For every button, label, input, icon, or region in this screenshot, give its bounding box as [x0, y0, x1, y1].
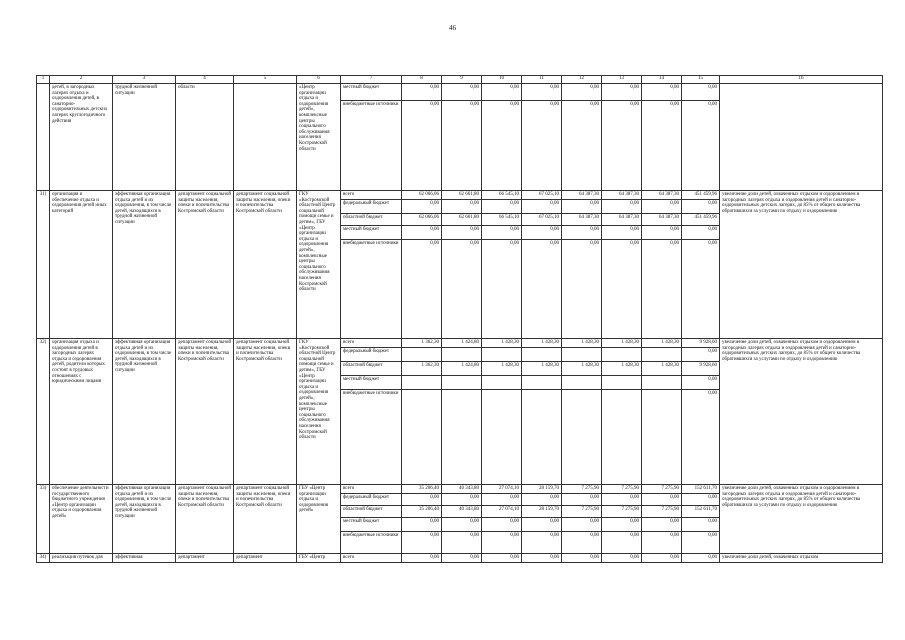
amount-cell: 0,00	[562, 532, 602, 554]
amount-cell: 0,00	[442, 200, 482, 214]
amount-cell: 0,00	[402, 518, 442, 532]
amount-cell: 0,00	[402, 200, 442, 214]
amount-cell	[442, 376, 482, 390]
funding-source: федеральный бюджет	[341, 200, 402, 214]
target-goal: эффективная организация отдыха детей и их оздоровления, в том числе детей, находящихся в трудной жизненной ситуации	[113, 339, 176, 485]
expected-result: увеличение доли детей, охваченных отдыхом и оздоровлением в загородных лагерях отдыха и оздоровления детей и санаторно-оздоровительных детских лагерях, до 85% от общего количества обратившихся за услугами по отдыху и оздоровлению	[720, 191, 883, 339]
amount-cell: 0,00	[642, 200, 682, 214]
amount-cell: 1 428,30	[482, 362, 522, 376]
amount-cell: 28 159,70	[522, 485, 562, 494]
amount-cell: 62 661,80	[442, 191, 482, 200]
amount-cell: 0,00	[442, 554, 482, 563]
amount-cell: 0,00	[402, 240, 442, 339]
amount-cell: 0,00	[482, 101, 522, 191]
table-row	[37, 339, 883, 348]
amount-cell: 0,00	[482, 84, 522, 101]
executor: ГБУ «Центр организации отдыха и оздоровления детей»	[297, 485, 341, 554]
column-header: 12	[562, 76, 602, 84]
amount-cell: 1 362,30	[402, 362, 442, 376]
amount-cell	[522, 390, 562, 485]
amount-cell: 0,00	[402, 554, 442, 563]
activity-name: организация и обеспечение отдыха и оздоровления детей иных категорий	[50, 191, 113, 339]
amount-cell: 35 206,40	[402, 485, 442, 494]
amount-cell: 7 275,90	[642, 506, 682, 518]
amount-cell: 1 428,30	[562, 362, 602, 376]
amount-cell: 0,00	[602, 532, 642, 554]
amount-cell: 0,00	[642, 518, 682, 532]
amount-cell	[482, 376, 522, 390]
total-amount-cell: 0,00	[682, 518, 720, 532]
total-amount-cell: 0,00	[682, 101, 720, 191]
amount-cell	[602, 390, 642, 485]
amount-cell: 0,00	[602, 226, 642, 240]
amount-cell: 0,00	[442, 240, 482, 339]
amount-cell: 0,00	[442, 494, 482, 506]
amount-cell: 0,00	[602, 101, 642, 191]
amount-cell	[642, 376, 682, 390]
amount-cell: 67 025,10	[522, 214, 562, 226]
amount-cell: 0,00	[522, 226, 562, 240]
activity-name: детей, в загородных лагерях отдыха и оздоровления детей, в санаторно-оздоровительных детских лагерях круглогодичного действия	[50, 84, 113, 191]
column-header: 2	[50, 76, 113, 84]
amount-cell	[642, 348, 682, 362]
amount-cell: 0,00	[482, 518, 522, 532]
column-header: 3	[113, 76, 176, 84]
responsible-executor: департамент социальной защиты населения, опеки и попечительства Костромской области	[234, 191, 297, 339]
amount-cell: 0,00	[442, 226, 482, 240]
activity-name: организация отдыха и оздоровления детей в загородных лагерях отдыха и оздоровления детей, родители которых состоят в трудовых отношениях с юридическими лицами	[50, 339, 113, 485]
total-amount-cell: 0,00	[682, 226, 720, 240]
amount-cell: 0,00	[442, 101, 482, 191]
responsible-executor	[234, 84, 297, 191]
amount-cell: 0,00	[562, 101, 602, 191]
amount-cell	[482, 390, 522, 485]
column-header: 13	[602, 76, 642, 84]
amount-cell: 1 428,30	[602, 339, 642, 348]
funding-source: всего	[341, 339, 402, 348]
amount-cell: 64 387,30	[602, 191, 642, 200]
column-header: 16	[720, 76, 883, 84]
column-header-row	[37, 76, 883, 84]
amount-cell: 40 343,80	[442, 485, 482, 494]
amount-cell: 62 066,06	[402, 214, 442, 226]
total-amount-cell: 9 928,60	[682, 362, 720, 376]
funding-source: областной бюджет	[341, 214, 402, 226]
total-amount-cell: 152 611,70	[682, 506, 720, 518]
amount-cell: 0,00	[562, 494, 602, 506]
amount-cell: 0,00	[642, 240, 682, 339]
amount-cell	[522, 376, 562, 390]
total-amount-cell: 9 928,60	[682, 339, 720, 348]
responsible-executor: департамент	[234, 554, 297, 563]
amount-cell: 0,00	[522, 494, 562, 506]
amount-cell	[402, 376, 442, 390]
column-header: 10	[482, 76, 522, 84]
column-header: 1	[37, 76, 50, 84]
activity-name: реализация путевок для	[50, 554, 113, 563]
row-number: 33)	[37, 485, 50, 554]
expected-result: увеличение доли детей, охваченных отдыхом и оздоровлением в загородных лагерях отдыха и оздоровления детей и санаторно-оздоровительных детских лагерях, до 85% от общего количества обратившихся за услугами по отдыху и оздоровлению	[720, 485, 883, 554]
amount-cell: 0,00	[402, 101, 442, 191]
table-row	[37, 191, 883, 200]
amount-cell: 1 428,30	[562, 339, 602, 348]
funding-source: всего	[341, 485, 402, 494]
amount-cell: 0,00	[482, 554, 522, 563]
total-amount-cell: 0,00	[682, 348, 720, 362]
total-amount-cell: 0,00	[682, 84, 720, 101]
total-amount-cell: 0,00	[682, 494, 720, 506]
funding-source: местный бюджет	[341, 84, 402, 101]
amount-cell: 1 362,30	[402, 339, 442, 348]
executor: ГБУ «Центр	[297, 554, 341, 563]
amount-cell: 0,00	[642, 226, 682, 240]
total-amount-cell: 0,00	[682, 390, 720, 485]
amount-cell: 0,00	[522, 200, 562, 214]
amount-cell: 0,00	[562, 518, 602, 532]
amount-cell	[602, 376, 642, 390]
amount-cell: 28 159,70	[522, 506, 562, 518]
table-row	[37, 554, 883, 563]
amount-cell: 0,00	[522, 554, 562, 563]
amount-cell: 64 387,30	[642, 191, 682, 200]
column-header: 4	[176, 76, 234, 84]
column-header: 15	[682, 76, 720, 84]
amount-cell	[442, 348, 482, 362]
amount-cell	[442, 390, 482, 485]
table-body	[37, 84, 883, 563]
amount-cell: 1 424,80	[442, 362, 482, 376]
amount-cell: 1 428,30	[642, 362, 682, 376]
amount-cell: 1 428,30	[482, 339, 522, 348]
total-amount-cell: 0,00	[682, 554, 720, 563]
funding-source: внебюджетные источники	[341, 101, 402, 191]
amount-cell: 0,00	[602, 240, 642, 339]
amount-cell: 0,00	[522, 84, 562, 101]
amount-cell	[562, 390, 602, 485]
funding-source: федеральный бюджет	[341, 494, 402, 506]
responsible-executor: департамент социальной защиты населения, опеки и попечительства Костромской области	[234, 485, 297, 554]
amount-cell: 0,00	[522, 518, 562, 532]
co-executor: департамент	[176, 554, 234, 563]
column-header: 14	[642, 76, 682, 84]
column-header: 8	[402, 76, 442, 84]
target-goal: эффективная организация отдыха детей и их оздоровления, в том числе детей, находящихся в трудной жизненной ситуации	[113, 485, 176, 554]
amount-cell: 1 428,30	[522, 339, 562, 348]
amount-cell: 0,00	[522, 532, 562, 554]
co-executor: департамент социальной защиты населения, опеки и попечительства Костромской области	[176, 339, 234, 485]
amount-cell: 1 428,30	[602, 362, 642, 376]
amount-cell: 0,00	[482, 494, 522, 506]
funding-source: местный бюджет	[341, 376, 402, 390]
amount-cell: 62 661,80	[442, 214, 482, 226]
amount-cell: 66 545,10	[482, 191, 522, 200]
column-header: 5	[234, 76, 297, 84]
target-goal: трудной жизненной ситуации	[113, 84, 176, 191]
row-number: 34)	[37, 554, 50, 563]
funding-source: местный бюджет	[341, 518, 402, 532]
amount-cell: 1 428,30	[642, 339, 682, 348]
expected-result	[720, 84, 883, 191]
amount-cell: 67 025,10	[522, 191, 562, 200]
column-header: 7	[341, 76, 402, 84]
amount-cell: 27 074,10	[482, 506, 522, 518]
target-goal: эффективная	[113, 554, 176, 563]
amount-cell	[402, 348, 442, 362]
activity-name: обеспечение деятельности государственного бюджетного учреждения «Центр организации отдыха и оздоровления детей»	[50, 485, 113, 554]
amount-cell	[522, 348, 562, 362]
amount-cell: 7 275,90	[562, 506, 602, 518]
amount-cell: 27 074,10	[482, 485, 522, 494]
amount-cell: 0,00	[482, 532, 522, 554]
column-header: 11	[522, 76, 562, 84]
amount-cell: 0,00	[482, 240, 522, 339]
total-amount-cell: 0,00	[682, 532, 720, 554]
total-amount-cell: 451 459,96	[682, 214, 720, 226]
amount-cell: 0,00	[642, 494, 682, 506]
amount-cell: 35 206,40	[402, 506, 442, 518]
amount-cell: 66 545,10	[482, 214, 522, 226]
amount-cell: 0,00	[442, 84, 482, 101]
amount-cell	[602, 348, 642, 362]
co-executor: департамент социальной защиты населения, опеки и попечительства Костромской области	[176, 485, 234, 554]
amount-cell: 0,00	[522, 240, 562, 339]
amount-cell: 0,00	[402, 532, 442, 554]
amount-cell: 62 066,06	[402, 191, 442, 200]
amount-cell	[402, 390, 442, 485]
amount-cell: 0,00	[642, 532, 682, 554]
amount-cell: 64 387,30	[642, 214, 682, 226]
amount-cell: 0,00	[522, 101, 562, 191]
amount-cell	[562, 376, 602, 390]
funding-source: внебюджетные источники	[341, 240, 402, 339]
funding-source: местный бюджет	[341, 226, 402, 240]
executor: «Центр организации отдыха и оздоровления детей», комплексные центры социального обслуживания населения Костромской области	[297, 84, 341, 191]
amount-cell: 0,00	[602, 494, 642, 506]
funding-source: всего	[341, 191, 402, 200]
amount-cell: 7 275,90	[642, 485, 682, 494]
amount-cell: 0,00	[442, 532, 482, 554]
row-number: 32)	[37, 339, 50, 485]
amount-cell: 0,00	[562, 226, 602, 240]
amount-cell: 0,00	[602, 554, 642, 563]
total-amount-cell: 451 459,96	[682, 191, 720, 200]
funding-source: всего	[341, 554, 402, 563]
total-amount-cell: 0,00	[682, 376, 720, 390]
amount-cell: 0,00	[642, 84, 682, 101]
amount-cell: 0,00	[602, 518, 642, 532]
amount-cell: 0,00	[642, 101, 682, 191]
amount-cell: 0,00	[402, 84, 442, 101]
row-number: 31)	[37, 191, 50, 339]
funding-source: федеральный бюджет	[341, 348, 402, 362]
total-amount-cell: 152 611,70	[682, 485, 720, 494]
amount-cell: 64 387,30	[562, 191, 602, 200]
amount-cell: 0,00	[562, 240, 602, 339]
amount-cell: 0,00	[562, 554, 602, 563]
row-number	[37, 84, 50, 191]
funding-source: внебюджетные источники	[341, 532, 402, 554]
amount-cell: 64 387,30	[562, 214, 602, 226]
executor: ГКУ «Костромской областной Центр социальной помощи семье и детям», ГБУ «Центр организации отдыха и оздоровления детей», комплексные центры социального обслуживания населения Костромской области	[297, 339, 341, 485]
executor: ГКУ «Костромской областной Центр социальной помощи семье и детям», ГБУ «Центр организации отдыха и оздоровления детей», комплексные центры социального обслуживания населения Костромской области	[297, 191, 341, 339]
amount-cell	[562, 348, 602, 362]
amount-cell: 0,00	[642, 554, 682, 563]
amount-cell: 1 428,30	[522, 362, 562, 376]
page-number: 46	[449, 24, 456, 32]
funding-source: внебюджетные источники	[341, 390, 402, 485]
funding-source: областной бюджет	[341, 362, 402, 376]
amount-cell: 7 275,90	[602, 485, 642, 494]
amount-cell: 0,00	[602, 84, 642, 101]
amount-cell: 0,00	[402, 494, 442, 506]
total-amount-cell: 0,00	[682, 200, 720, 214]
amount-cell: 7 275,90	[562, 485, 602, 494]
amount-cell: 0,00	[602, 200, 642, 214]
total-amount-cell: 0,00	[682, 240, 720, 339]
amount-cell: 64 387,30	[602, 214, 642, 226]
expected-result: увеличение доли детей, охваченных отдыхом и оздоровлением в загородных лагерях отдыха и оздоровления детей и санаторно-оздоровительных детских лагерях, до 85% от общего количества обратившихся за услугами по отдыху и оздоровлению	[720, 339, 883, 485]
column-header: 9	[442, 76, 482, 84]
target-goal: эффективная организация отдыха детей и их оздоровления, в том числе детей, находящихся в трудной жизненной ситуации	[113, 191, 176, 339]
amount-cell: 0,00	[482, 226, 522, 240]
funding-source: областной бюджет	[341, 506, 402, 518]
amount-cell: 0,00	[562, 84, 602, 101]
responsible-executor: департамент социальной защиты населения, опеки и попечительства Костромской области	[234, 339, 297, 485]
amount-cell: 0,00	[562, 200, 602, 214]
table-row	[37, 485, 883, 494]
column-header: 6	[297, 76, 341, 84]
expected-result: увеличение доли детей, охваченных отдыхом	[720, 554, 883, 563]
co-executor: области	[176, 84, 234, 191]
amount-cell	[482, 348, 522, 362]
amount-cell: 0,00	[482, 200, 522, 214]
amount-cell: 1 424,80	[442, 339, 482, 348]
amount-cell: 7 275,90	[602, 506, 642, 518]
table-row	[37, 84, 883, 101]
amount-cell: 40 343,80	[442, 506, 482, 518]
amount-cell	[642, 390, 682, 485]
co-executor: департамент социальной защиты населения, опеки и попечительства Костромской области	[176, 191, 234, 339]
amount-cell: 0,00	[442, 518, 482, 532]
amount-cell: 0,00	[402, 226, 442, 240]
program-table	[36, 75, 883, 563]
